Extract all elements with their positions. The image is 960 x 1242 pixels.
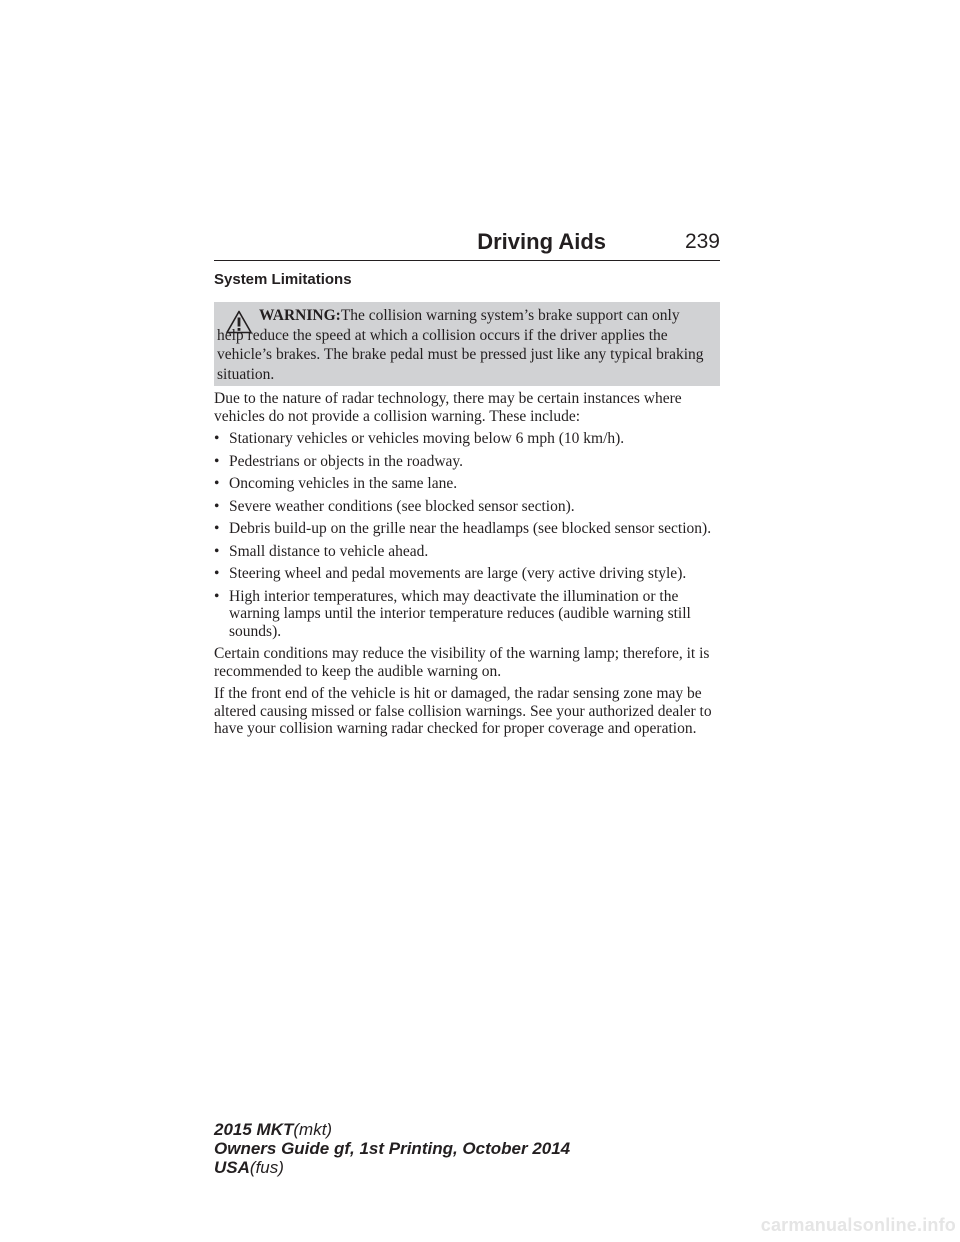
list-item-text: Small distance to vehicle ahead. (229, 542, 429, 560)
list-item (214, 543, 720, 561)
list-item-text: Steering wheel and pedal movements are large (very active driving style). (229, 565, 687, 582)
list-item-text: Debris build-up on the grille near the headlamps (see blocked sensor section). (229, 520, 712, 537)
list-item-text: Stationary vehicles or vehicles moving below 6 mph (10 km/h). (229, 430, 625, 447)
footer-market: USA (214, 1158, 250, 1177)
warning-box (214, 302, 720, 386)
damage-paragraph: If the front end of the vehicle is hit or damaged, the radar sensing zone may be altered causing missed or false collision warnings. See your authorized dealer to have your collision warning radar checked for proper coverage and operation. (214, 685, 712, 737)
list-item (214, 565, 720, 583)
limitations-list (214, 430, 720, 640)
watermark: carmanualsonline.info (760, 1215, 956, 1235)
bullet-dot: • (214, 565, 220, 582)
page-footer (214, 1120, 720, 1177)
footer-line-model (214, 1120, 720, 1139)
bullet-dot: • (214, 475, 220, 492)
section-heading: System Limitations (214, 271, 352, 288)
bullet-dot: • (214, 520, 220, 537)
list-item (214, 520, 720, 538)
list-item (214, 453, 720, 471)
list-item (214, 475, 720, 493)
list-item-text: Pedestrians or objects in the roadway. (229, 452, 464, 470)
page-header (214, 228, 720, 261)
intro-paragraph: Due to the nature of radar technology, there may be certain instances where vehicles do not provide a collision warning. These include: (214, 390, 682, 425)
footer-model: 2015 MKT (214, 1120, 294, 1139)
chapter-title: Driving Aids (477, 229, 606, 254)
list-item (214, 498, 720, 516)
page-number: 239 (684, 230, 720, 253)
warning-text: The collision warning system’s brake support can only help reduce the speed at which a collision occurs if the driver applies the vehicle’s brakes. The brake pedal must be pressed just like any typical braking situation. (217, 307, 704, 383)
bullet-dot: • (214, 430, 220, 447)
list-item (214, 430, 720, 448)
list-item-text: Severe weather conditions (see blocked sensor section). (229, 497, 575, 515)
list-item-text: High interior temperatures, which may deactivate the illumination or the warning lamps until the interior temperature reduces (audible warning still sounds). (229, 587, 691, 640)
footer-line-market (214, 1158, 720, 1177)
footer-edition: Owners Guide gf, 1st Printing, October 2014 (214, 1139, 571, 1158)
bullet-dot: • (214, 587, 220, 605)
bullet-dot: • (214, 542, 220, 560)
list-item (214, 588, 720, 641)
footer-market-code: (fus) (249, 1158, 284, 1177)
manual-page (214, 0, 720, 1242)
bullet-dot: • (214, 497, 220, 515)
bullet-dot: • (214, 452, 220, 470)
warning-label: WARNING: (259, 307, 341, 324)
warning-paragraph (217, 306, 709, 384)
list-item-text: Oncoming vehicles in the same lane. (229, 475, 458, 492)
body-content (214, 390, 720, 743)
visibility-paragraph: Certain conditions may reduce the visibility of the warning lamp; therefore, it is recommended to keep the audible warning on. (214, 645, 710, 680)
footer-model-code: (mkt) (293, 1120, 333, 1139)
